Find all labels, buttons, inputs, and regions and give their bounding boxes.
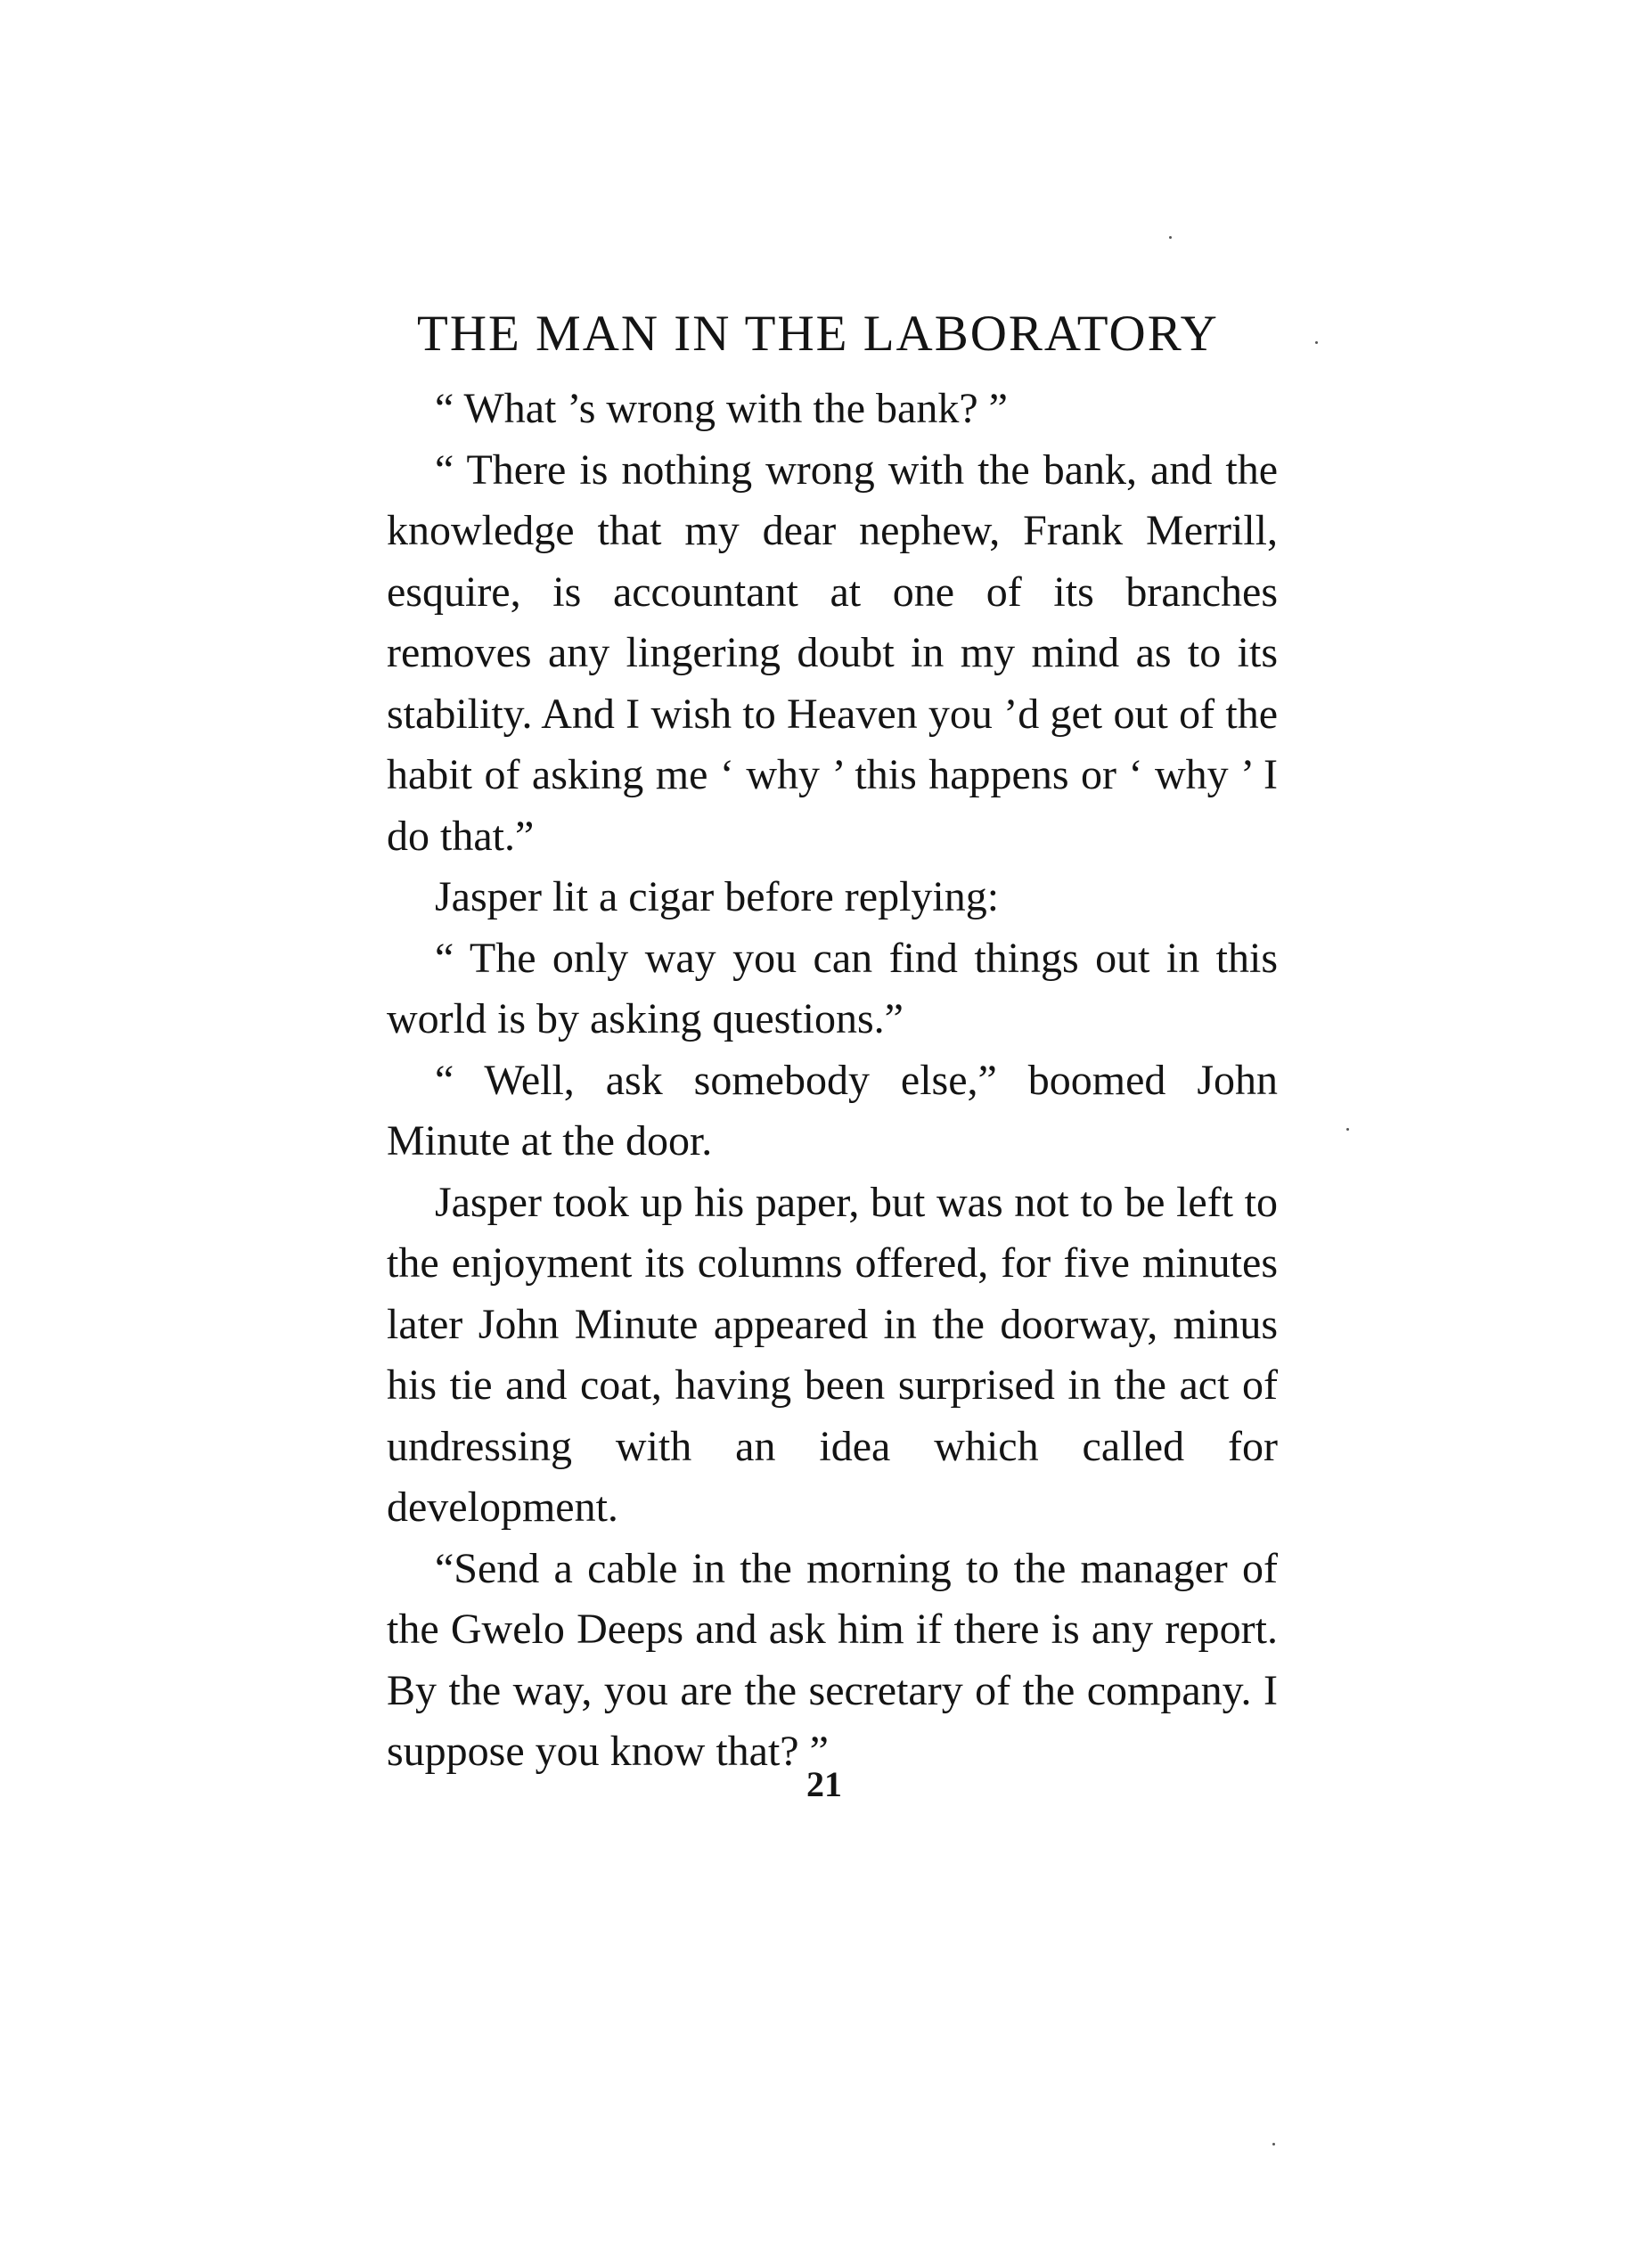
scan-speck: [1346, 1128, 1349, 1131]
paragraph-4: “ The only way you can find things out in this world is by asking questions.”: [387, 934, 1278, 1042]
paragraph-1: “ What ’s wrong with the bank? ”: [435, 385, 1008, 432]
paragraph-7: “Send a cable in the morning to the manager of the Gwelo Deeps and ask him if there is any report. By the way, you are the secretary of the company. I suppose you know that? ”: [387, 1544, 1278, 1775]
page-number: 21: [806, 1764, 842, 1804]
scan-speck: [1272, 2143, 1275, 2145]
paragraph-5: “ Well, ask somebody else,” boomed John Minute at the door.: [387, 1056, 1278, 1165]
scan-speck: [1315, 341, 1318, 344]
body-text: [387, 379, 1278, 1783]
paragraph-6: Jasper took up his paper, but was not to be left to the enjoyment its columns offered, for five minutes later John Minute appeared in the doorway, minus his tie and coat, having been surprised in the act of undressing with an idea which called for development.: [387, 1178, 1278, 1531]
running-head: THE MAN IN THE LABORATORY: [417, 306, 1219, 362]
scan-speck: [1169, 236, 1172, 239]
paragraph-2: “ There is nothing wrong with the bank, and the knowledge that my dear nephew, Frank Merrill, esquire, is accountant at one of its branches removes any lingering doubt in my mind as to its stability. And I wish to Heaven you ’d get out of the habit of asking me ‘ why ’ this happens or ‘ why ’ I do that.”: [387, 445, 1278, 860]
paragraph-3: Jasper lit a cigar before replying:: [435, 873, 1000, 920]
